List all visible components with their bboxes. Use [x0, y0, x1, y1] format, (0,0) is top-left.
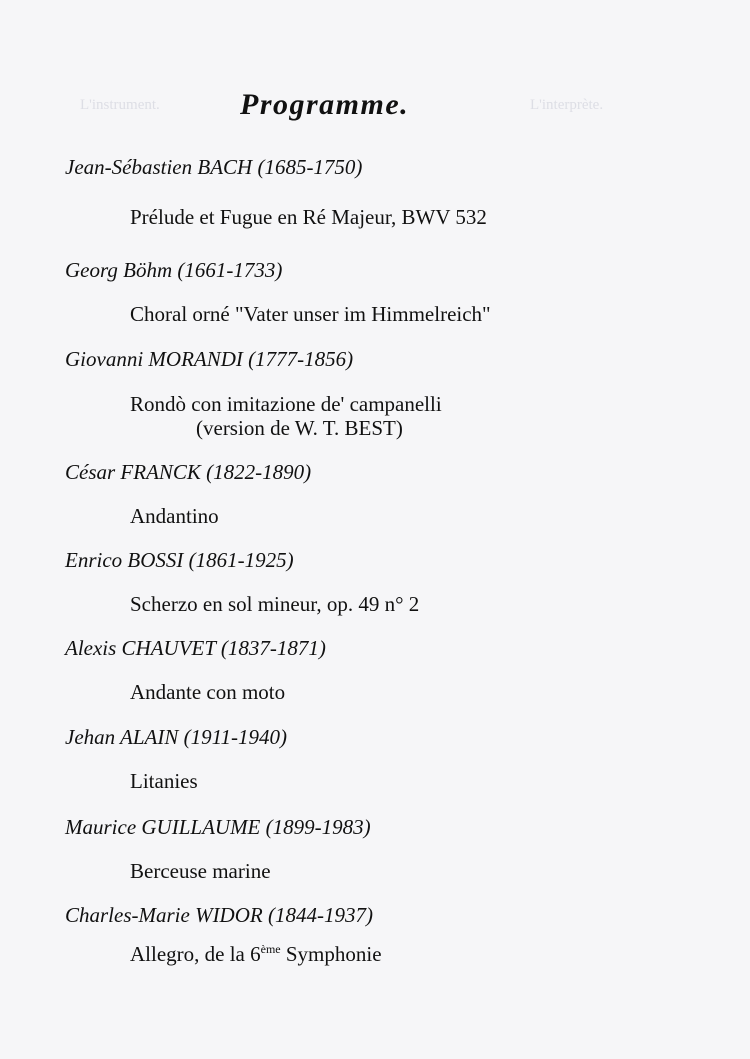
composer-name: Jehan ALAIN (1911-1940) — [65, 725, 288, 749]
composer-name: Georg Böhm (1661-1733) — [65, 258, 283, 282]
piece-title-text: Allegro, de la 6 — [130, 942, 261, 966]
bleed-through-right-heading: L'interprète. — [530, 97, 604, 113]
bleed-through-left-heading: L'instrument. — [80, 97, 160, 113]
page-title: Programme. — [240, 88, 410, 121]
composer-name: Enrico BOSSI (1861-1925) — [65, 548, 294, 572]
piece-title-line1: Rondò con imitazione de' campanelli — [130, 392, 442, 416]
piece-title: Choral orné "Vater unser im Himmelreich" — [130, 302, 491, 326]
piece-title-line2: (version de W. T. BEST) — [196, 416, 403, 440]
composer-name: Maurice GUILLAUME (1899-1983) — [65, 815, 371, 839]
piece-title — [130, 937, 382, 966]
composer-name: César FRANCK (1822-1890) — [65, 460, 312, 484]
composer-name: Charles-Marie WIDOR (1844-1937) — [65, 903, 373, 927]
ordinal-superscript: ème — [260, 942, 281, 956]
piece-title: Andantino — [130, 504, 219, 528]
piece-title: Andante con moto — [130, 680, 286, 704]
composer-name: Giovanni MORANDI (1777-1856) — [65, 347, 354, 371]
composer-name: Alexis CHAUVET (1837-1871) — [65, 636, 326, 660]
piece-title — [130, 392, 442, 440]
piece-title: Litanies — [130, 769, 198, 793]
piece-title: Berceuse marine — [130, 859, 271, 883]
piece-title: Prélude et Fugue en Ré Majeur, BWV 532 — [130, 205, 487, 229]
piece-title-text-end: Symphonie — [280, 942, 382, 966]
piece-title: Scherzo en sol mineur, op. 49 n° 2 — [130, 592, 420, 616]
composer-name: Jean-Sébastien BACH (1685-1750) — [65, 155, 363, 179]
